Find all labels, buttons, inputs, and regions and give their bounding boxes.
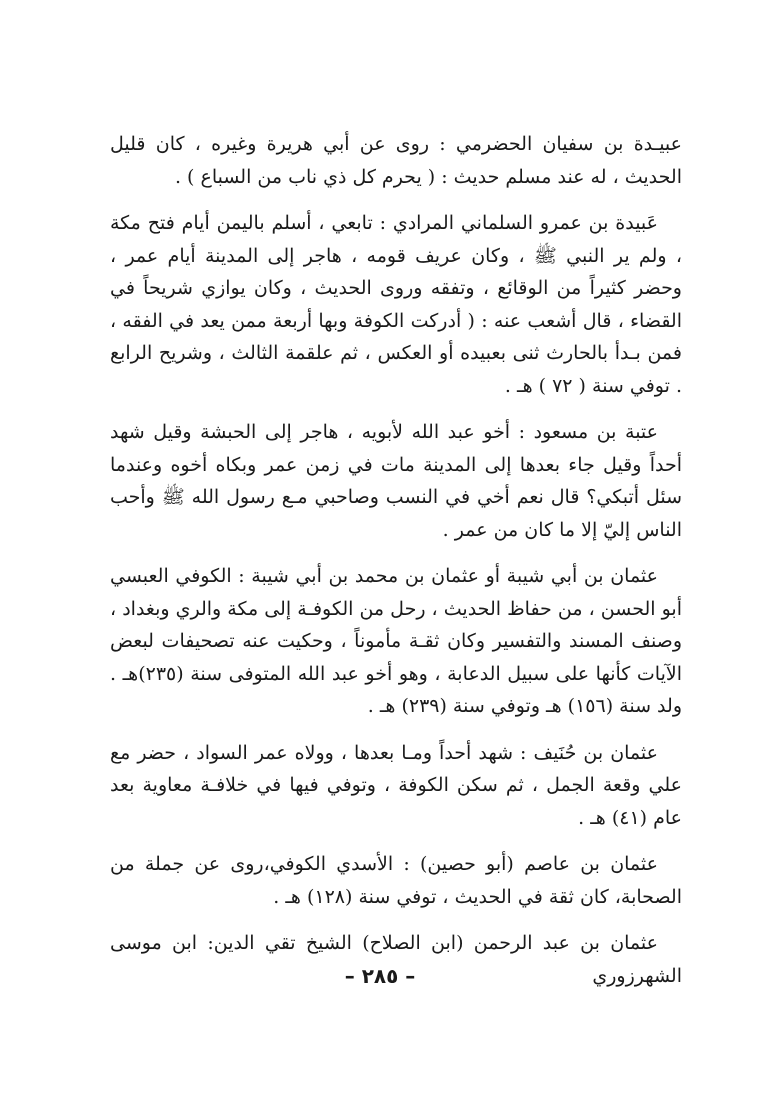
entry-abida-al-salmani [110,207,682,402]
entry-uthman-ibn-hunayf [110,737,682,835]
entry-text: عبيـدة بن سفيان الحضرمي : روى عن أبي هريرة وغيره ، كان قليل الحديث ، له عند مسلم حديث : ( يحرم كل ذي ناب من السباع ) . [110,133,682,188]
entry-text: عثمان بن عبد الرحمن (ابن الصلاح) الشيخ تقي الدين: ابن موسى الشهرزوري [110,932,682,987]
entry-utba-ibn-masud [110,416,682,546]
entry-text: عثمان بن أبي شيبة أو عثمان بن محمد بن أبي شيبة : الكوفي العبسي أبو الحسن ، من حفاظ الحديث ، رحل من الكوفـة إلى مكة والري وبغداد ، وصنف المسند والتفسير وكان ثقـة مأموناً ، وحكيت عنه تصحيفات لبعض الآيات كأنها على سبيل الدعابة ، وهو أخو عبد الله المتوفى سنة (٢٣٥)هـ . ولد سنة (١٥٦) هـ وتوفي سنة (٢٣٩) هـ . [110,565,682,717]
entry-uthman-ibn-abi-shayba [110,560,682,723]
entry-ubayda-ibn-sufyan [110,128,682,193]
entry-text: عتبة بن مسعود : أخو عبد الله لأبويه ، هاجر إلى الحبشة وقيل شهد أحداً وقيل جاء بعدها إلى المدينة مات في زمن عمر وبكاه أخوه وعندما سئل أتبكي؟ قال نعم أخي في النسب وصاحبي مـع رسول الله ﷺ وأحب الناس إليّ إلا ما كان من عمر . [110,421,682,541]
entry-uthman-ibn-asim [110,848,682,913]
entry-text: عثمان بن عاصم (أبو حصين) : الأسدي الكوفي،روى عن جملة من الصحابة، كان ثقة في الحديث ، توفي سنة (١٢٨) هـ . [110,853,682,908]
entry-text: عثمان بن حُنَيف : شهد أحداً ومـا بعدها ، وولاه عمر السواد ، حضر مع علي وقعة الجمل ، ثم سكن الكوفة ، وتوفي فيها في خلافـة معاوية بعد عام (٤١) هـ . [110,741,682,829]
entry-text: عَبيدة بن عمرو السلماني المرادي : تابعي ، أسلم باليمن أيام فتح مكة ، ولم ير النبي ﷺ ، وكان عريف قومه ، هاجر إلى المدينة أيام عمر ، وحضر كثيراً من الوقائع ، وتفقه وروى الحديث ، وكان يوازي شريحاً في القضاء ، قال أشعب عنه : ( أدركت الكوفة وبها أربعة ممن يعد في الفقه ، فمن بـدأ بالحارث ثنى بعبيده أو العكس ، ثم علقمة الثالث ، وشريح الرابع . توفي سنة ( ٧٢ ) هـ . [110,212,682,397]
page-number: – ٢٨٥ – [344,964,416,988]
document-body [110,128,682,1006]
